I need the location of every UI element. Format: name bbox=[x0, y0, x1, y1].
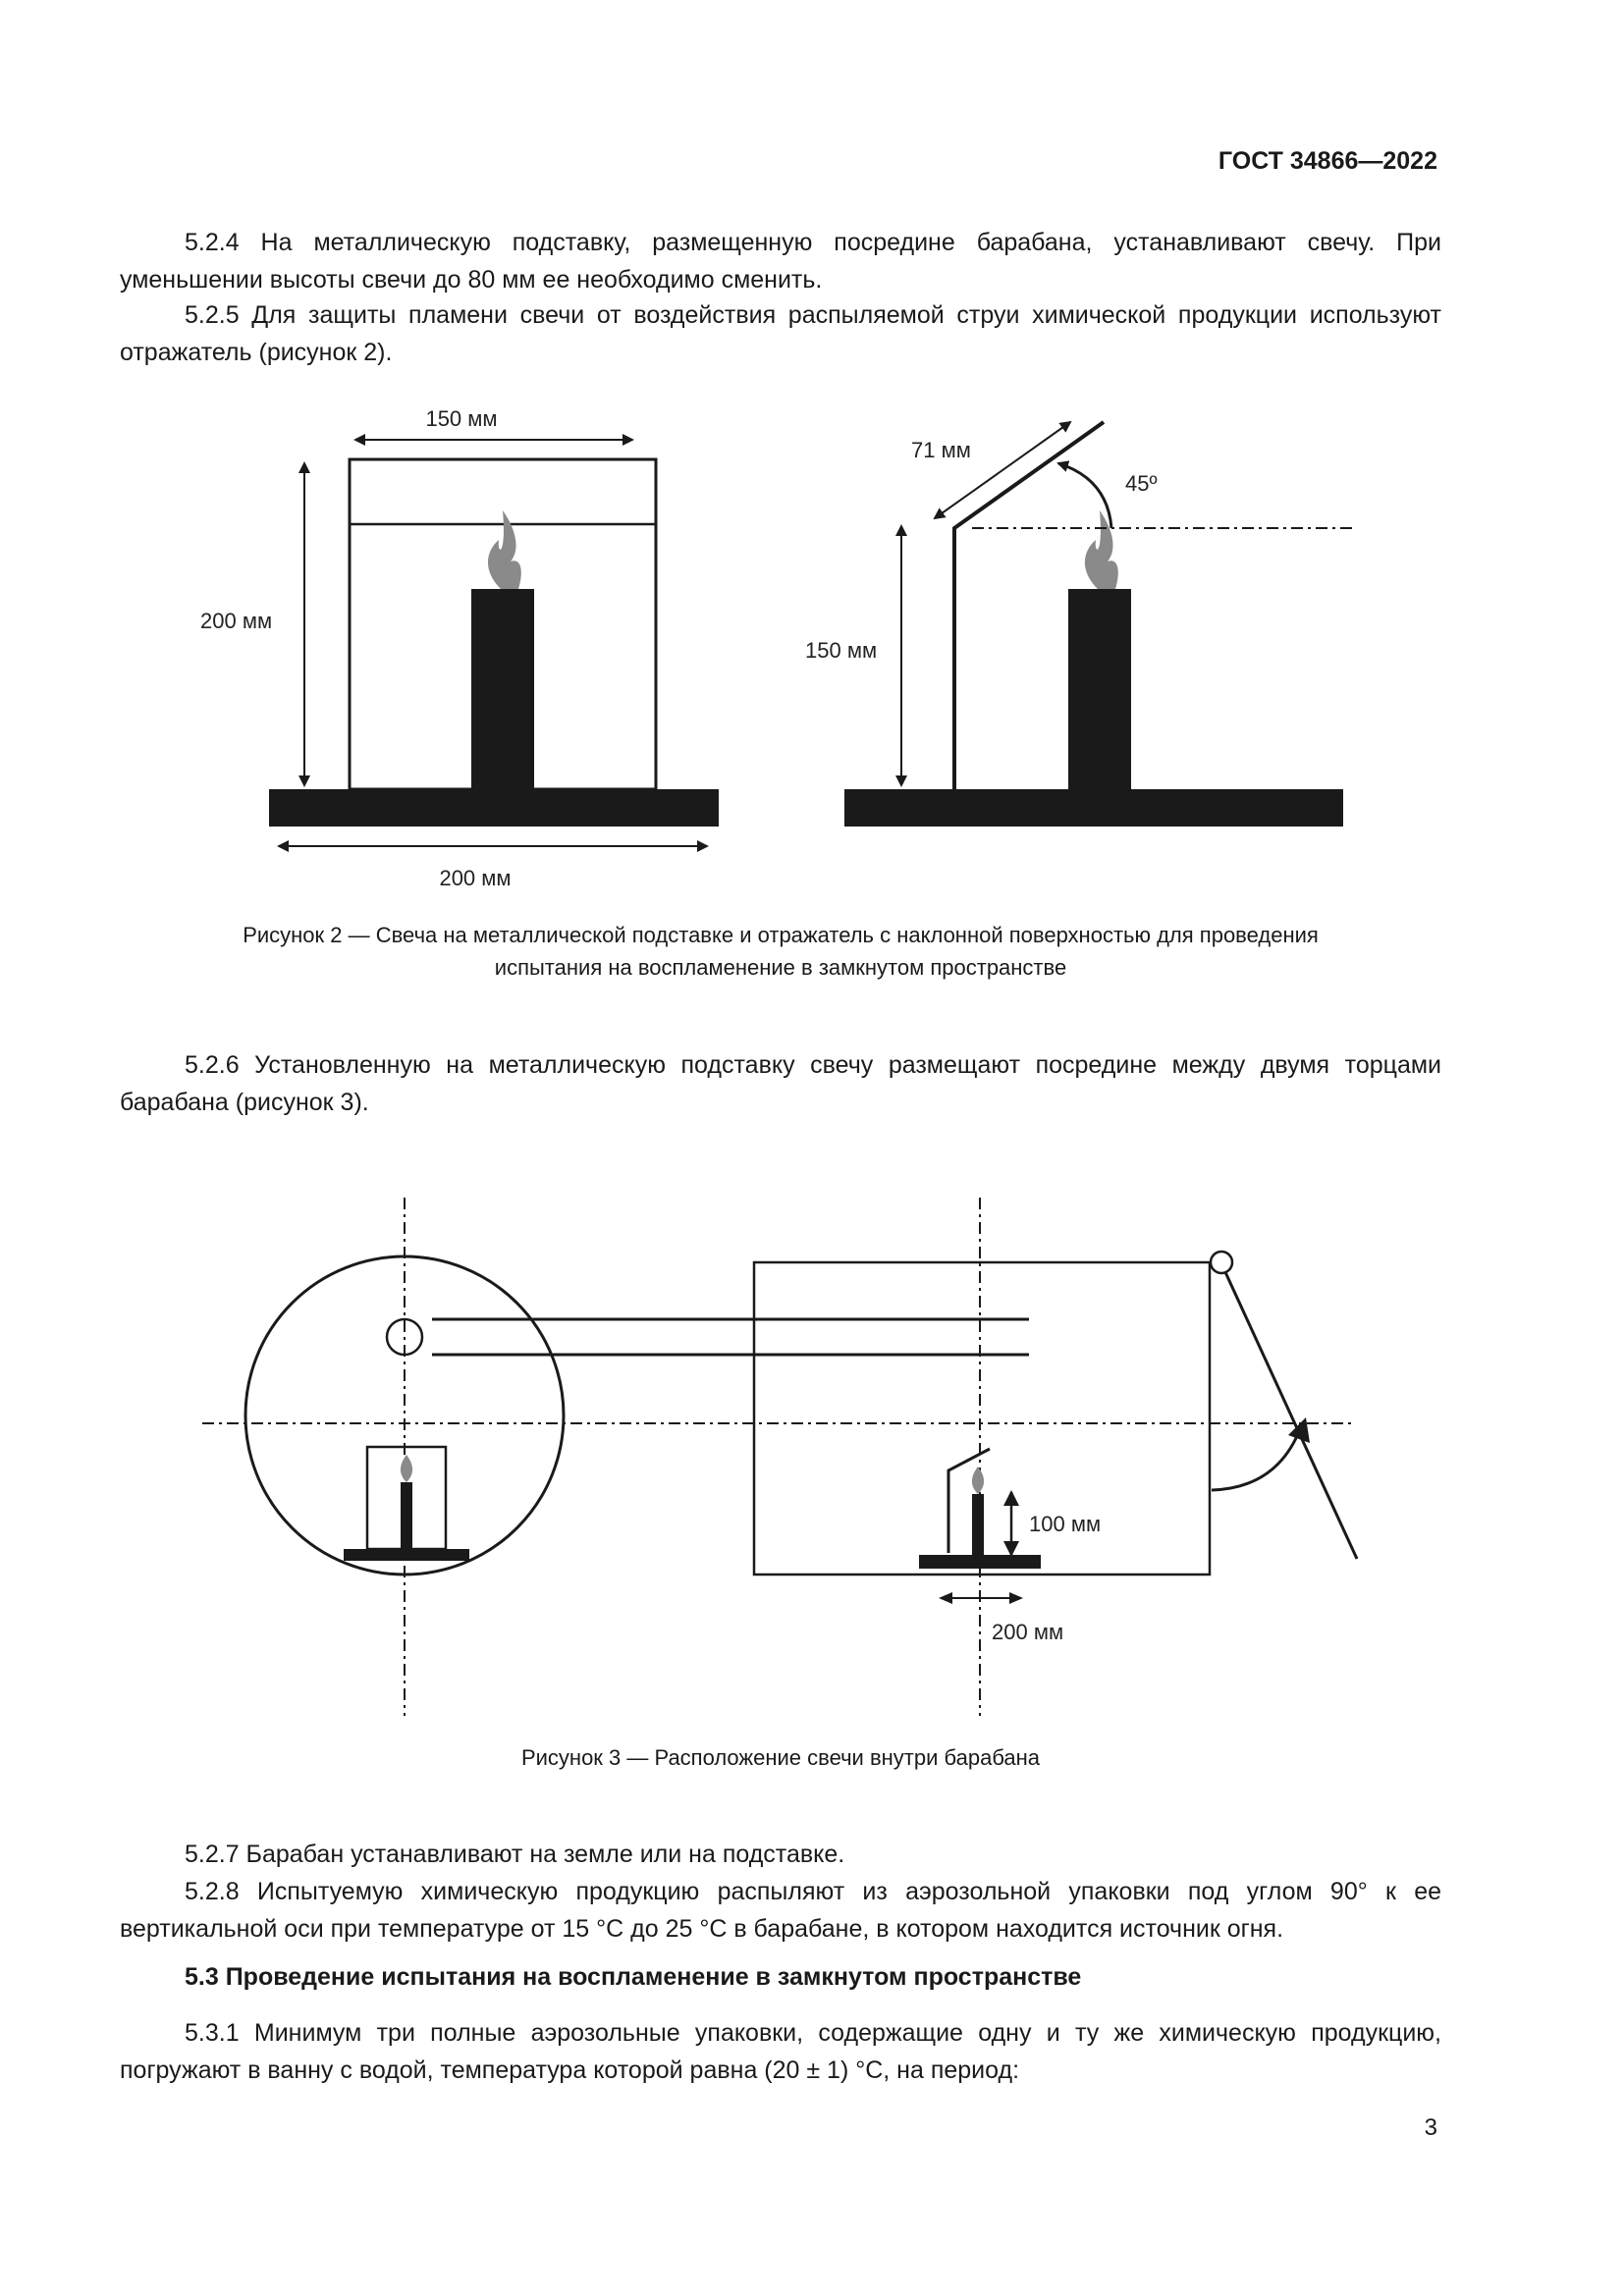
angle-label-45: 45º bbox=[1125, 471, 1158, 496]
paragraph-5-2-7 bbox=[120, 1836, 1441, 1873]
paragraph-5-2-6 bbox=[120, 1046, 1441, 1121]
open-lid bbox=[1225, 1272, 1357, 1559]
figure-2-right-drawing bbox=[805, 422, 1357, 827]
dimension-arrow-71 bbox=[935, 422, 1070, 518]
document-id: ГОСТ 34866—2022 bbox=[1218, 147, 1437, 175]
arrowhead bbox=[939, 1592, 952, 1604]
drum-end-view bbox=[245, 1198, 564, 1716]
metal-stand-base bbox=[844, 789, 1343, 827]
dimension-label-71: 71 мм bbox=[911, 438, 971, 462]
section-heading-5-3: 5.3 Проведение испытания на воспламенение в замкнутом пространстве bbox=[185, 1963, 1082, 1991]
paragraph-text: 5.2.8 Испытуемую химическую продукцию распыляют из аэрозольной упаковки под углом 90° к ее вертикальной оси при температуре от 15 °С до 25 °С в барабане, в котором находится источник огня. bbox=[120, 1878, 1441, 1943]
flame-icon bbox=[401, 1455, 412, 1482]
dimension-label-150-right: 150 мм bbox=[805, 638, 878, 663]
flame-icon bbox=[1085, 510, 1118, 589]
paragraph-text: 5.2.5 Для защиты пламени свечи от воздействия распыляемой струи химической продукции используют отражатель (рисунок 2). bbox=[120, 301, 1441, 366]
paragraph-5-2-8 bbox=[120, 1873, 1441, 1948]
lid-swing-arrow bbox=[1212, 1429, 1300, 1490]
paragraph-5-3-1 bbox=[120, 2014, 1441, 2089]
metal-stand-base bbox=[919, 1555, 1041, 1569]
caption-line-1: Рисунок 2 — Свеча на металлической подставке и отражатель с наклонной поверхностью для проведения bbox=[243, 923, 1319, 947]
paragraph-text: 5.3.1 Минимум три полные аэрозольные упаковки, содержащие одну и ту же химическую продукцию, погружают в ванну с водой, температура которой равна (20 ± 1) °С, на период: bbox=[120, 2019, 1441, 2084]
metal-stand-base bbox=[269, 789, 719, 827]
paragraph-text: 5.2.6 Установленную на металлическую подставку свечу размещают посредине между двумя торцами барабана (рисунок 3). bbox=[120, 1051, 1441, 1116]
candle bbox=[1068, 589, 1131, 789]
metal-stand-base bbox=[344, 1549, 469, 1561]
candle bbox=[401, 1482, 412, 1551]
candle bbox=[972, 1494, 984, 1555]
figure-2-left-drawing bbox=[200, 406, 719, 890]
drum-side-view bbox=[754, 1198, 1357, 1716]
arrowhead bbox=[1009, 1592, 1023, 1604]
figure-2 bbox=[0, 393, 1624, 913]
page-number: 3 bbox=[1424, 2114, 1437, 2141]
figure-2-caption bbox=[120, 919, 1441, 984]
candle bbox=[471, 589, 534, 789]
figure-3-caption: Рисунок 3 — Расположение свечи внутри барабана bbox=[520, 1745, 1041, 1770]
dimension-label-200-height: 200 мм bbox=[200, 609, 273, 633]
dimension-label-150: 150 мм bbox=[425, 406, 498, 431]
lid-hinge bbox=[1211, 1252, 1232, 1273]
arrowhead bbox=[1003, 1490, 1019, 1506]
paragraph-text: 5.2.4 На металлическую подставку, размещенную посредине барабана, устанавливают свечу. При уменьшении высоты свечи до 80 мм ее необходимо сменить. bbox=[120, 229, 1441, 294]
arrowhead bbox=[1288, 1417, 1310, 1443]
flame-icon bbox=[972, 1467, 984, 1494]
paragraph-5-2-4 bbox=[120, 224, 1441, 298]
paragraph-text: 5.2.7 Барабан устанавливают на земле или на подставке. bbox=[185, 1841, 845, 1868]
figure-3 bbox=[0, 1178, 1624, 1728]
flame-icon bbox=[488, 510, 521, 589]
paragraph-5-2-5 bbox=[120, 296, 1441, 371]
arrowhead bbox=[1003, 1541, 1019, 1557]
dimension-label-100: 100 мм bbox=[1029, 1512, 1102, 1536]
dimension-label-200-width: 200 мм bbox=[439, 866, 512, 890]
dimension-label-200: 200 мм bbox=[992, 1620, 1064, 1644]
caption-line-2: испытания на воспламенение в замкнутом пространстве bbox=[494, 955, 1067, 980]
